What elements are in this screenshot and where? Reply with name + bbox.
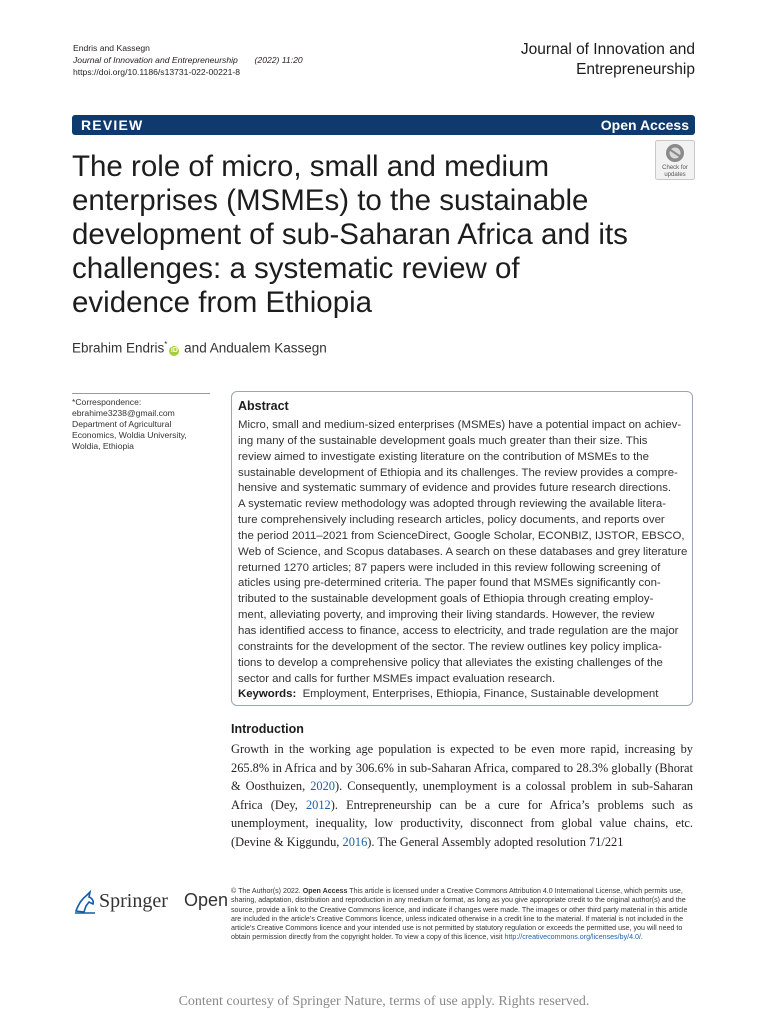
abstract-line: Web of Science, and Scopus databases. A search on these databases and grey literature	[238, 545, 688, 558]
abstract-line: hensive and systematic summary of evidence and provides future research directions.	[238, 482, 672, 495]
open-access-label: Open Access	[600, 117, 689, 133]
springer-wordmark: Springer	[99, 890, 168, 912]
abstract-line: tions to develop a comprehensive policy that alleviates the existing challenges of the	[238, 656, 663, 669]
correspondence-divider	[72, 393, 210, 394]
doi-link[interactable]: https://doi.org/10.1186/s13731-022-00221-8	[73, 67, 241, 78]
abstract-line: ment, alleviating poverty, and improving their living standards. However, the review	[238, 609, 655, 622]
intro-text-segment: ). Entrepreneurship can be a cure for Africa’s problems such as unemployment, inequality, low productivity, disconnect from global value chains, etc. (Devine & Kiggundu,	[231, 797, 693, 849]
citation-link[interactable]: 2012	[305, 797, 331, 812]
affiliation-line1: Department of Agricultural	[72, 419, 172, 429]
abstract-line: tributed to the sustainable development goals of Ethiopia through creating employ-	[238, 593, 654, 606]
abstract-line: Micro, small and medium-sized enterprises (MSMEs) have a potential impact on achiev-	[238, 419, 682, 431]
article-title: The role of micro, small and medium enterprises (MSMEs) to the sustainable development of sub-Saharan Africa and its challenges: a systematic review of evidence from Ethiopia	[72, 150, 628, 319]
orcid-icon[interactable]: iD	[170, 346, 178, 354]
corresponding-marker: *	[164, 340, 168, 349]
abstract-line: A systematic review methodology was adopted through reviewing the available litera-	[238, 498, 667, 511]
keywords	[238, 688, 658, 700]
journal-italic: Journal of Innovation and Entrepreneurship	[73, 55, 238, 66]
journal-name-line1: Journal of Innovation and	[520, 41, 695, 58]
author-rest: and Andualem Kassegn	[180, 340, 327, 356]
intro-text-segment: ). Consequently, unemployment is a colossal problem in sub-Saharan Africa (Dey,	[231, 779, 693, 812]
license-end: .	[640, 933, 643, 942]
check-updates-line2: updates	[664, 172, 686, 178]
correspondence-email[interactable]: ebrahime3238@gmail.com	[72, 408, 175, 418]
citation-link[interactable]: 2016	[342, 834, 368, 849]
check-updates-line1: Check for	[662, 165, 688, 171]
intro-text-segment: Growth in the working age population is expected to be even more rapid, increasing by 265.8% in Africa and by 306.6% in sub-Saharan Africa, compared to 28.3% globally (Bhorat & Oosthuizen,	[231, 742, 693, 793]
affiliation-line3: Woldia, Ethiopia	[72, 441, 134, 451]
license-open-access: Open Access	[302, 887, 348, 895]
article-meta	[73, 42, 303, 79]
abstract-line: has identified access to finance, access to electricity, and trade regulation are the major	[238, 624, 679, 637]
author-list	[72, 340, 327, 356]
intro-text-segment: ). The General Assembly adopted resolution 71/221	[367, 834, 624, 849]
affiliation-line2: Economics, Woldia University,	[72, 430, 187, 440]
keywords-label: Keywords:	[238, 688, 297, 700]
citation	[73, 54, 303, 66]
springer-open-logo	[73, 889, 229, 919]
abstract-line: ing many of the sustainable development goals much greater than their size. This	[238, 434, 648, 447]
correspondence-block	[72, 397, 212, 452]
check-for-updates-badge[interactable]	[655, 140, 695, 180]
article-type-label: REVIEW	[81, 117, 144, 133]
year-pages: (2022) 11:20	[254, 55, 303, 66]
abstract-heading: Abstract	[238, 399, 289, 413]
journal-name	[521, 40, 695, 80]
abstract-line: sustainable development of Ethiopia and its challenges. The review provides a compre-	[238, 466, 678, 479]
abstract-line: ture comprehensively including research articles, policy documents, and reports over	[238, 514, 665, 527]
author-first[interactable]: Ebrahim Endris	[72, 340, 165, 356]
journal-name-line2: Entrepreneurship	[576, 61, 695, 78]
article-type-banner	[72, 115, 695, 135]
introduction-text	[231, 740, 693, 851]
keywords-list: Employment, Enterprises, Ethiopia, Finance, Sustainable development	[302, 688, 659, 700]
abstract-line: review aimed to investigate existing literature on the contribution of MSMEs to the	[238, 450, 649, 463]
abstract-line: the period 2011–2021 from ScienceDirect, Google Scholar, ECONBIZ, IJSTOR, EBSCO,	[238, 529, 685, 542]
license-body: This article is licensed under a Creative Commons Attribution 4.0 International License, which permits use, sharing, adaptation, distribution and reproduction in any medium or format, as long as you give appropriate credit to the original author(s) and the source, provide a link to the Creative Commons licence, and indicate if changes were made. The images or other third party material in this article are included in the article’s Creative Commons licence, unless indicated otherwise in a credit line to the material. If material is not included in the article’s Creative Commons licence and your intended use is not permitted by statutory regulation or exceeds the permitted use, you will need to obtain permission directly from the copyright holder. To view a copy of this licence, visit	[231, 887, 688, 942]
license-text	[231, 887, 693, 943]
abstract-line: aticles using pre-determined criteria. The paper found that MSMEs significantly con-	[238, 577, 661, 590]
abstract-text	[238, 418, 690, 687]
copyright-text: © The Author(s) 2022.	[231, 887, 303, 895]
check-updates-icon	[655, 140, 695, 180]
abstract-line: constraints for the development of the sector. The review outlines key policy implica-	[238, 640, 662, 653]
abstract-line: sector and calls for further MSMEs impact evaluation research.	[238, 672, 556, 685]
springer-horse-icon	[73, 889, 97, 915]
citation-link[interactable]: 2020	[310, 779, 335, 793]
footer-notice: Content courtesy of Springer Nature, terms of use apply. Rights reserved.	[178, 994, 590, 1009]
authors-short: Endris and Kassegn	[73, 43, 150, 53]
open-wordmark: Open	[184, 890, 229, 910]
abstract-line: returned 1270 articles; 87 papers were included in this review following screening of	[238, 561, 661, 574]
correspondence-label: *Correspondence:	[72, 397, 142, 407]
license-url-link[interactable]: http://creativecommons.org/licenses/by/4.0/	[504, 933, 641, 942]
introduction-heading: Introduction	[231, 722, 304, 736]
